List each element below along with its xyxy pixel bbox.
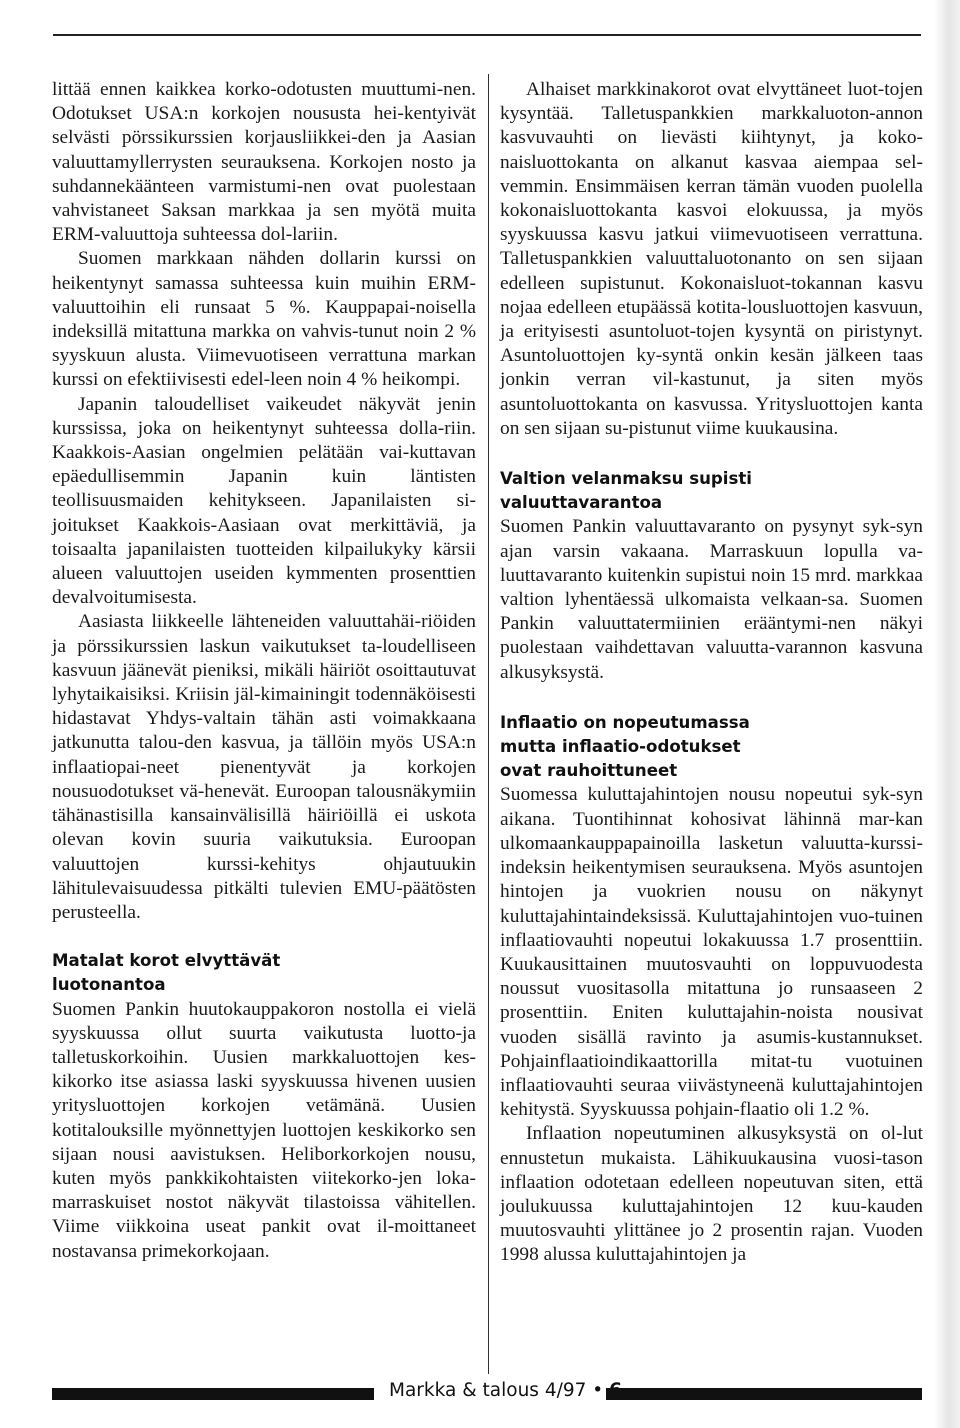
scan-edge-shadow [934, 0, 960, 1428]
section-spacer [52, 925, 476, 949]
heading-line: Valtion velanmaksu supisti [500, 469, 752, 489]
footer-caption [389, 1380, 622, 1401]
heading-line: Matalat korot elvyttävät [52, 951, 281, 971]
right-paragraph-4: Inflaation nopeutuminen alkusyksystä on ol-lut ennustetun mukaista. Lähikuukausina vuosi-tason inflaation odotetaan edelleen nopeutuvan siten, että joulukuussa kuluttajahintojen 12 kuu-kauden muutosvauhti ylittänee jo 2 prosentin rajan. Vuoden 1998 alussa kuluttajahintojen ja [500, 1123, 923, 1266]
footer-bar-right [606, 1388, 922, 1400]
heading-line: mutta inflaatio-odotukset [500, 737, 741, 757]
left-column [52, 78, 476, 1264]
section-spacer [500, 685, 923, 711]
right-paragraph-3: Suomessa kuluttajahintojen nousu nopeutui syk-syn aikana. Tuontihinnat kohosivat lähinnä mar-kan ulkomaankauppapainoilla lasketun valuutta-kurssi-indeksin heikentymisen seurauksena. Myös asuntojen hintojen ja vuokrien nousu on näkynyt kuluttajahintaindeksissä. Kuluttajahintojen vuo-tuinen inflaatiovauhti nopeutui lokakuussa 1.7 prosenttiin. Kuukausittainen muutosvauhti on loppuvuodesta noussut vuositasolla mitattuna jo runsaaseen 2 prosenttiin. Eniten kuluttajahin-noista nousivat vuoden sisällä ravinto ja asumis-kustannukset. Pohjainflaatioindikaattorilla mitat-tu vuotuinen inflaatiovauhti seuraa viivästyneenä kuluttajahintojen kehitystä. Syyskuussa pohjain-flaatio oli 1.2 %. [500, 784, 923, 1121]
heading-line: valuuttavarantoa [500, 493, 663, 513]
heading-line: ovat rauhoittuneet [500, 761, 678, 781]
header-rule [53, 34, 921, 36]
left-paragraph-4: Aasiasta liikkeelle lähteneiden valuuttahäi-riöiden ja pörssikurssien laskun vaikutukset ta-loudelliseen kasvuun jäänevät pieniksi, mikäli häiriöt osoittautuvat lyhytaikaisiksi. Kriisin jäl-kimainingit todennäköisesti hidastavat Yhdys-valtain tähän asti voimakkaana jatkunutta talou-den kasvua, ja tällöin myös USA:n inflaatiopai-neet pienentyvät ja korkojen nousuodotukset vä-henevät. Euroopan talousnäkymiin tähänastisilla kansainvälisillä häiriöillä ei uskota olevan kovin suuria vaikutuksia. Euroopan valuuttojen kurssi-kehitys ohjautuukin lähitulevaisuudessa pitkälti tulevien EMU-päätösten perusteella. [52, 611, 476, 923]
right-column [500, 78, 923, 1268]
page-footer [0, 1376, 960, 1416]
right-paragraph-1: Alhaiset markkinakorot ovat elvyttäneet luot-tojen kysyntää. Talletuspankkien markkaluoton-annon kasvuvauhti on lievästi kiihtynyt, ja koko-naisluottokanta on alkanut kasvaa aiempaa sel-vemmin. Ensimmäisen kerran tämän vuoden puolella kokonaisluottokanta kasvoi elokuussa, ja myös syyskuussa kasvu jatkui viimevuotiseen verrattuna. Talletuspankkien valuuttaluotonanto on sen sijaan edelleen supistunut. Kokonaisluot-tokannan kasvu nojaa edelleen etupäässä kotita-lousluottojen kasvuun, ja erityisesti asuntoluot-tojen kysyntä on piristynyt. Asuntoluottojen ky-syntä onkin kesän jälkeen taas jonkin verran vil-kastunut, ja siten myös asuntoluottokanta on kasvussa. Yritysluottojen kanta on sen sijaan su-pistunut viime kuukausina. [500, 79, 923, 439]
left-paragraph-3: Japanin taloudelliset vaikeudet näkyvät jenin kurssissa, joka on heikentynyt suhteessa dolla-riin. Kaakkois-Aasian ongelmien pelätään vai-kuttavan epäedullisemmin Japanin kuin läntisten teollisuusmaiden kehitykseen. Japanilaisten si-joitukset Kaakkois-Aasiaan ovat merkittäviä, ja toisaalta japanilaisten tuotteiden kilpailukyky kärsii alueen valuuttojen useiden kymmenten prosenttien devalvoitumisesta. [52, 393, 476, 609]
section-heading-reserves [500, 467, 923, 515]
footer-bullet: • [592, 1380, 604, 1401]
heading-line: luotonantoa [52, 975, 166, 995]
left-paragraph-5: Suomen Pankin huutokauppakoron nostolla ei vielä syyskuussa ollut suurta vaikutusta luotto-ja talletuskorkoihin. Uusien markkaluottojen kes-kikorko itse asiassa laski syyskuussa hivenen uusien yritysluottojen korkojen vetämänä. Uusien kotitalouksille myönnettyjen luottojen keskikorko sen sijaan nousi aavistuksen. Heliborkorkojen nousu, kuten myös pankkikohtaisten viitekorko-jen loka-marraskuiset nostot näkyvät tilastoissa vähitellen. Viime viikkoina useat pankit ovat il-moittaneet nostavansa primekorkojaan. [52, 998, 476, 1262]
left-paragraph-1: littää ennen kaikkea korko-odotusten muuttumi-nen. Odotukset USA:n korkojen noususta hei-kentyivät selvästi pörssikurssien korjausliikkei-den ja Aasian valuuttamyllerrysten seurauksena. Korkojen nosto ja suhdannekäänteen varmistumi-nen ovat puolestaan vahvistaneet Saksan markkaa ja sen myötä muita ERM-valuuttoja suhteessa dol-lariin. [52, 79, 476, 246]
footer-bar-left [52, 1388, 374, 1400]
column-divider [488, 74, 489, 1374]
right-paragraph-2: Suomen Pankin valuuttavaranto on pysynyt syk-syn ajan varsin vakaana. Marraskuun lopulla va-luuttavaranto kuitenkin supistui noin 15 mrd. markkaa valtion lyhentäessä ulkomaista velkaan-sa. Suomen Pankin valuuttatermiinien erääntymi-nen näkyi puolestaan vaihdettavan valuutta-varannon kasvuna alkusyksystä. [500, 516, 923, 683]
section-heading-low-rates [52, 949, 476, 997]
left-paragraph-2: Suomen markkaan nähden dollarin kurssi on heikentynyt samassa suhteessa kuin muihin ERM-valuuttoihin eli runsaat 5 %. Kauppapai-noisella indeksillä mitattuna markka on vahvis-tunut noin 2 % syyskuun alusta. Viimevuotiseen verrattuna markan kurssi on efektiivisesti edel-leen noin 4 % heikompi. [52, 248, 476, 391]
heading-line: Inflaatio on nopeutumassa [500, 712, 750, 732]
section-heading-inflation [500, 711, 923, 784]
publication-name: Markka & talous 4/97 [389, 1380, 587, 1401]
section-spacer [500, 441, 923, 467]
